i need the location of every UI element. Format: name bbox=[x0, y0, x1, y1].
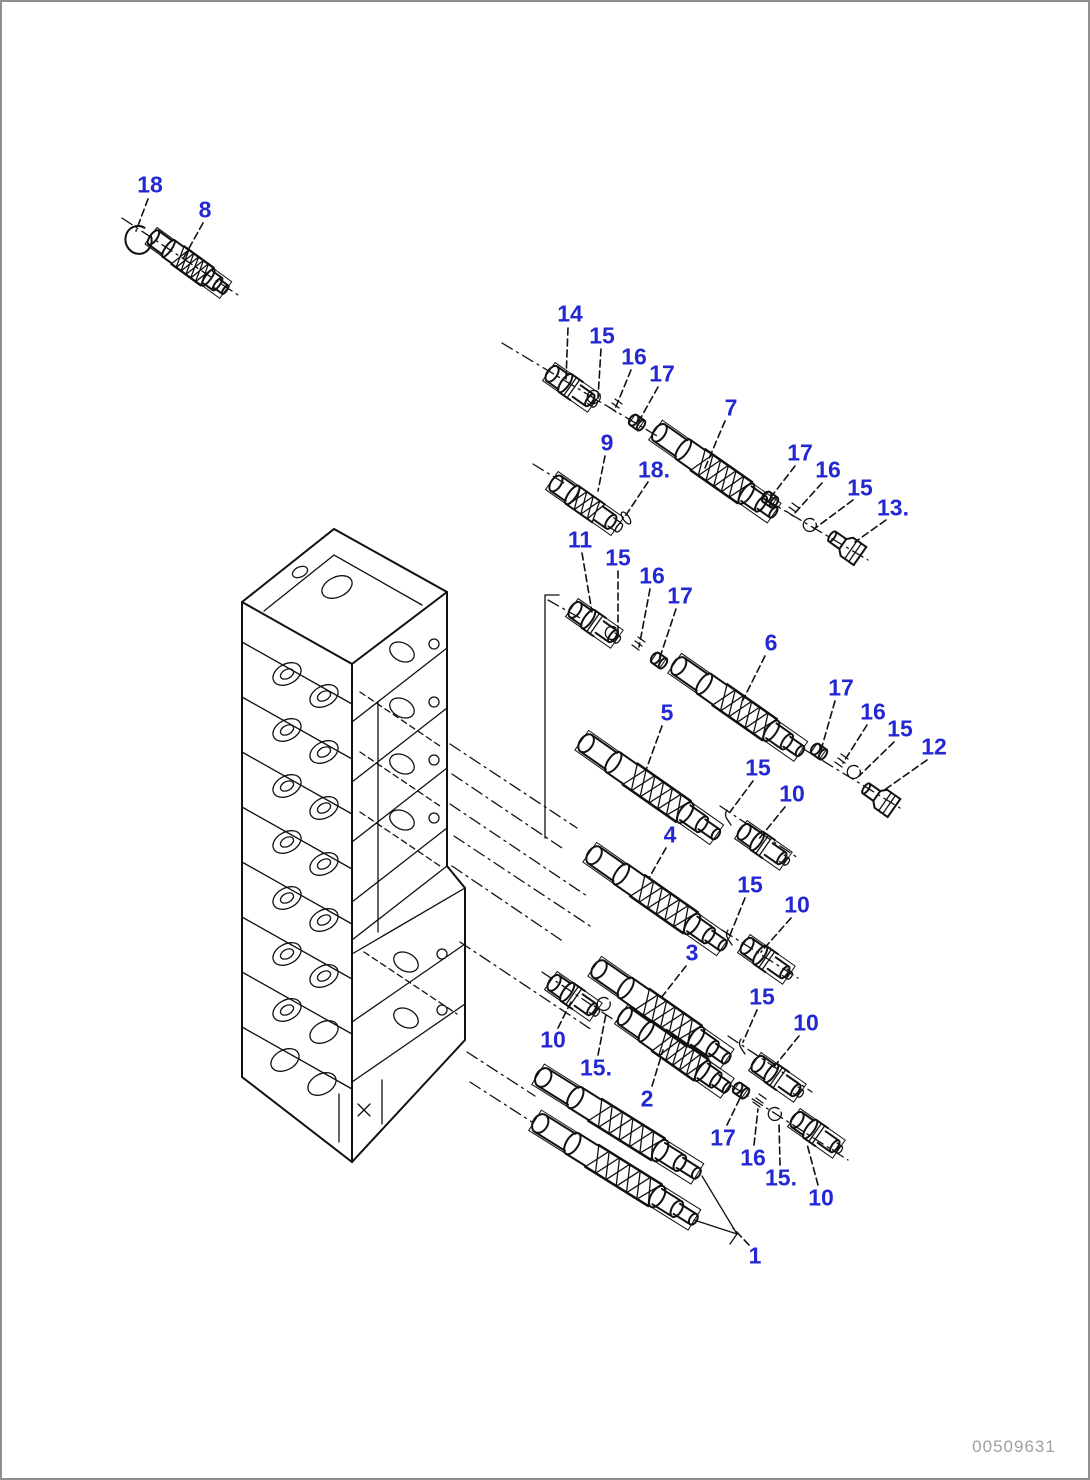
part-callout-17: 17 bbox=[667, 582, 693, 609]
fitting-14 bbox=[542, 362, 603, 414]
callout-leader-line bbox=[659, 609, 676, 660]
part-callout-18: 18 bbox=[137, 171, 163, 198]
callout-leader-line bbox=[646, 726, 662, 770]
callout-leader-line bbox=[855, 520, 886, 542]
callout-leader-line bbox=[639, 387, 658, 421]
callout-leader-line bbox=[807, 1144, 818, 1185]
part-callout-17: 17 bbox=[787, 439, 813, 466]
clip-18 bbox=[122, 223, 154, 257]
fitting-10b bbox=[737, 934, 798, 986]
callout-leader-line bbox=[598, 456, 605, 491]
part-callout-10: 10 bbox=[793, 1009, 819, 1036]
part-callout-5: 5 bbox=[660, 699, 674, 726]
callout-leader-line bbox=[743, 1010, 757, 1042]
callout-leader-line bbox=[754, 1109, 758, 1145]
part-callout-12: 12 bbox=[921, 733, 947, 760]
spool-2 bbox=[613, 1003, 736, 1100]
valve-assembly-line-art bbox=[2, 2, 1090, 1480]
cap-17d bbox=[809, 742, 829, 761]
callout-leaders bbox=[136, 196, 927, 1245]
coil-16a bbox=[609, 399, 622, 412]
ring-15d bbox=[847, 765, 860, 778]
part-callout-8: 8 bbox=[198, 196, 212, 223]
callout-leader-line bbox=[794, 483, 822, 514]
part-callout-16: 16 bbox=[815, 456, 841, 483]
coil-16d bbox=[835, 754, 848, 767]
part-callout-16: 16 bbox=[860, 698, 886, 725]
fitting-10c bbox=[748, 1052, 809, 1104]
watermark-code: 00509631 bbox=[972, 1437, 1056, 1456]
small-parts bbox=[122, 223, 860, 1120]
fitting-10a bbox=[734, 820, 795, 872]
callout-leader-line bbox=[743, 656, 765, 700]
callout-leader-line bbox=[843, 725, 867, 763]
part-callout-4: 4 bbox=[663, 821, 677, 848]
part-callout-13: 13. bbox=[877, 494, 909, 521]
part-callout-15: 15. bbox=[580, 1054, 612, 1081]
part-callout-15: 15. bbox=[765, 1164, 797, 1191]
callout-leader-line bbox=[883, 760, 927, 791]
part1-bracket bbox=[702, 1176, 737, 1244]
part-callout-17: 17 bbox=[710, 1124, 736, 1151]
part-callout-2: 2 bbox=[640, 1085, 654, 1112]
group-bracket bbox=[545, 595, 559, 838]
part-callout-1: 1 bbox=[748, 1242, 762, 1269]
spool-8 bbox=[144, 226, 233, 299]
part-callout-17: 17 bbox=[828, 674, 854, 701]
part-callout-7: 7 bbox=[724, 394, 738, 421]
callout-leader-line bbox=[582, 553, 592, 612]
callout-leader-line bbox=[771, 466, 795, 497]
part-callout-16: 16 bbox=[621, 343, 647, 370]
part-callout-16: 16 bbox=[740, 1144, 766, 1171]
plug-13 bbox=[824, 526, 867, 565]
part-callout-15: 15 bbox=[737, 871, 763, 898]
callout-leader-line bbox=[727, 1096, 741, 1125]
part-callout-10: 10 bbox=[779, 780, 805, 807]
callout-leader-line bbox=[615, 370, 631, 409]
part-callout-15: 15 bbox=[605, 544, 631, 571]
spools bbox=[144, 226, 810, 1244]
callout-leader-line bbox=[598, 349, 601, 398]
plug-12 bbox=[858, 778, 901, 817]
spool-6 bbox=[666, 652, 810, 763]
callout-leader-line bbox=[761, 918, 791, 952]
callout-leader-line bbox=[814, 500, 853, 529]
callout-leader-line bbox=[773, 1036, 799, 1068]
part-callout-18: 18. bbox=[638, 456, 670, 483]
callout-leader-line bbox=[859, 742, 894, 776]
callout-leader-line bbox=[661, 966, 686, 998]
part-callout-10: 10 bbox=[540, 1026, 566, 1053]
ring-15f bbox=[597, 997, 610, 1010]
callout-leader-line bbox=[649, 848, 666, 878]
part-callout-17: 17 bbox=[649, 360, 675, 387]
callout-leader-line bbox=[598, 1014, 606, 1055]
spool-4 bbox=[581, 841, 732, 958]
callout-leader-line bbox=[624, 482, 648, 518]
callout-leader-line bbox=[779, 1122, 780, 1165]
callout-leader-line bbox=[730, 781, 753, 812]
callout-leader-line bbox=[639, 589, 650, 647]
part-callout-15: 15 bbox=[847, 474, 873, 501]
part-callout-15: 15 bbox=[749, 983, 775, 1010]
cap-17a bbox=[627, 413, 647, 432]
fitting-10d bbox=[787, 1108, 848, 1160]
part-callout-3: 3 bbox=[685, 939, 699, 966]
spool-5 bbox=[573, 729, 726, 847]
part-callout-15: 15 bbox=[745, 754, 771, 781]
callout-leader-line bbox=[821, 701, 835, 750]
callout-leader-line bbox=[758, 807, 785, 840]
part-callout-16: 16 bbox=[639, 562, 665, 589]
spool-7 bbox=[647, 419, 783, 525]
callout-leader-line bbox=[730, 898, 745, 935]
part-callout-9: 9 bbox=[600, 429, 614, 456]
cap-17e bbox=[731, 1081, 751, 1100]
centerlines bbox=[122, 218, 900, 1160]
fitting-9 bbox=[546, 472, 628, 538]
part-callout-10: 10 bbox=[808, 1184, 834, 1211]
fitting-11 bbox=[565, 598, 626, 650]
coil-16c bbox=[632, 637, 645, 650]
part-callout-11: 11 bbox=[567, 526, 593, 553]
part-callout-15: 15 bbox=[887, 715, 913, 742]
cap-17c bbox=[649, 651, 669, 670]
part-callout-10: 10 bbox=[784, 891, 810, 918]
part-callout-15: 15 bbox=[589, 322, 615, 349]
part-callout-14: 14 bbox=[557, 300, 583, 327]
part-callout-6: 6 bbox=[764, 629, 778, 656]
